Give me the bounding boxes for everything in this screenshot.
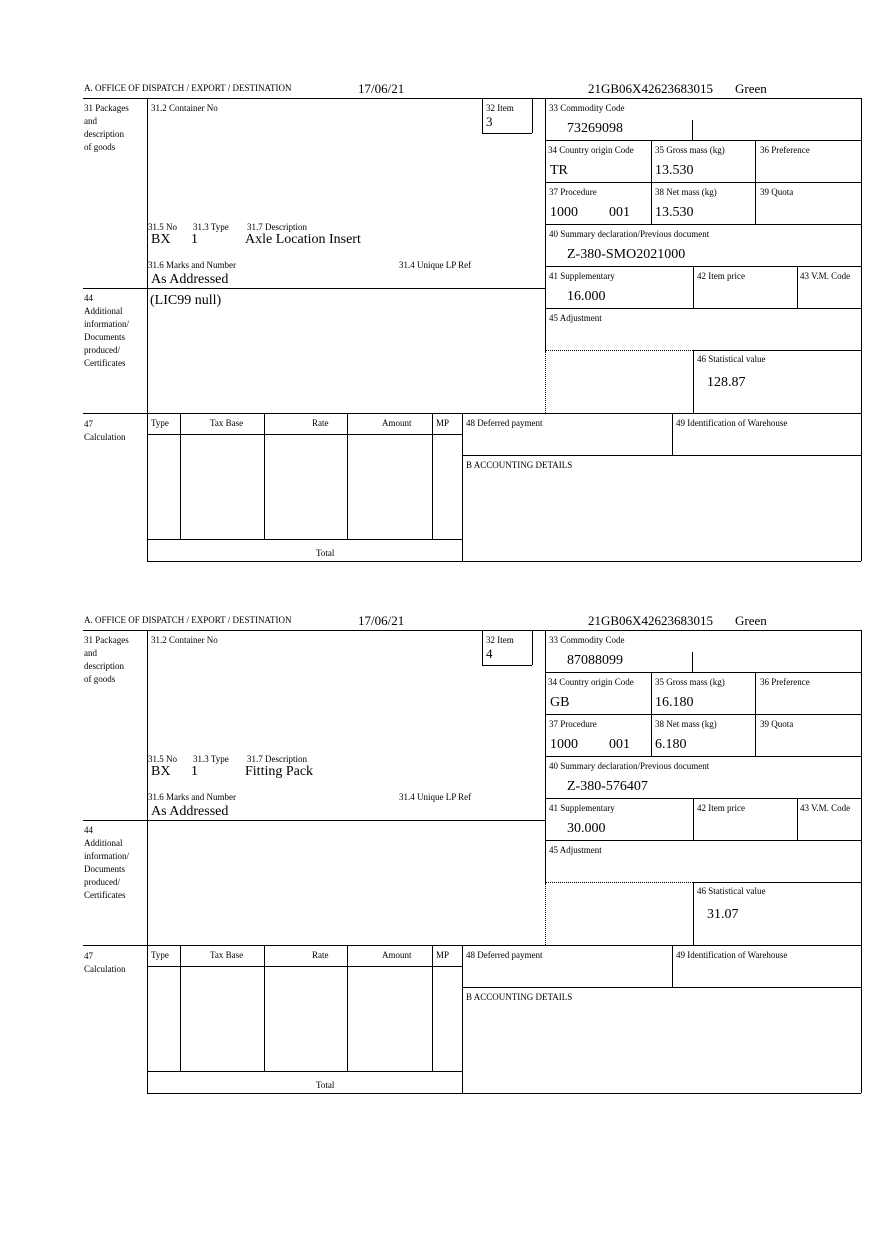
no-label: 31.5 No [148, 754, 177, 764]
net-mass-label: 38 Net mass (kg) [655, 187, 717, 197]
marks-number-label: 31.6 Marks and Number [148, 792, 236, 802]
vm-code-label: 43 V.M. Code [800, 803, 851, 813]
calc-total-label: Total [316, 548, 335, 558]
type-value: 1 [191, 232, 198, 247]
marks-number-value: As Addressed [151, 804, 229, 819]
description-value: Axle Location Insert [245, 232, 361, 247]
supplementary-label: 41 Supplementary [549, 803, 615, 813]
net-mass-value: 13.530 [655, 205, 694, 220]
summary-declaration-label: 40 Summary declaration/Previous document [549, 761, 710, 771]
office-label: A. OFFICE OF DISPATCH / EXPORT / DESTINATION [84, 83, 292, 93]
deferred-payment-label: 48 Deferred payment [466, 418, 543, 428]
accounting-details-label: B ACCOUNTING DETAILS [466, 460, 573, 470]
gross-mass-label: 35 Gross mass (kg) [655, 145, 725, 155]
no-value: BX [151, 232, 171, 247]
item-price-label: 42 Item price [697, 803, 745, 813]
declaration-item-form [0, 532, 882, 1090]
packages-label: 31 Packages and description of goods [84, 103, 129, 152]
route-status: Green [735, 81, 767, 96]
gross-mass-value: 13.530 [655, 163, 694, 178]
item-price-label: 42 Item price [697, 271, 745, 281]
adjustment-label: 45 Adjustment [549, 313, 602, 323]
calculation-label: 47 Calculation [84, 951, 126, 974]
supplementary-label: 41 Supplementary [549, 271, 615, 281]
procedure-value-a: 1000 [550, 737, 578, 752]
type-label: 31.3 Type [193, 754, 229, 764]
country-origin-value: GB [550, 695, 570, 710]
calc-mp-header: MP [436, 950, 450, 960]
type-value: 1 [191, 764, 198, 779]
commodity-code-label: 33 Commodity Code [549, 103, 625, 113]
calc-mp-header: MP [436, 418, 450, 428]
procedure-value-a: 1000 [550, 205, 578, 220]
marks-number-label: 31.6 Marks and Number [148, 260, 236, 270]
country-origin-label: 34 Country origin Code [548, 677, 634, 687]
gross-mass-label: 35 Gross mass (kg) [655, 677, 725, 687]
statistical-value-label: 46 Statistical value [697, 886, 766, 896]
preference-label: 36 Preference [760, 145, 810, 155]
calculation-label: 47 Calculation [84, 419, 126, 442]
net-mass-value: 6.180 [655, 737, 687, 752]
statistical-value-value: 128.87 [707, 375, 746, 390]
type-label: 31.3 Type [193, 222, 229, 232]
container-no-label: 31.2 Container No [151, 635, 218, 645]
statistical-value-value: 31.07 [707, 907, 739, 922]
summary-declaration-value: Z-380-576407 [567, 779, 648, 794]
preference-label: 36 Preference [760, 677, 810, 687]
route-status: Green [735, 613, 767, 628]
deferred-payment-label: 48 Deferred payment [466, 950, 543, 960]
gross-mass-value: 16.180 [655, 695, 694, 710]
country-origin-value: TR [550, 163, 568, 178]
country-origin-label: 34 Country origin Code [548, 145, 634, 155]
item-label: 32 Item [486, 103, 514, 113]
calc-total-label: Total [316, 1080, 335, 1090]
warehouse-id-label: 49 Identification of Warehouse [676, 418, 788, 428]
calc-amount-header: Amount [382, 950, 412, 960]
summary-declaration-label: 40 Summary declaration/Previous document [549, 229, 710, 239]
adjustment-label: 45 Adjustment [549, 845, 602, 855]
item-value: 3 [486, 114, 493, 129]
commodity-code-value: 87088099 [567, 653, 623, 668]
calc-rate-header: Rate [312, 950, 329, 960]
calc-tax-base-header: Tax Base [210, 950, 244, 960]
item-value: 4 [486, 646, 493, 661]
unique-lp-ref-label: 31.4 Unique LP Ref [399, 792, 472, 802]
declaration-item-form [0, 0, 882, 558]
procedure-label: 37 Procedure [549, 719, 597, 729]
vm-code-label: 43 V.M. Code [800, 271, 851, 281]
additional-info-value: (LIC99 null) [150, 293, 222, 308]
commodity-code-label: 33 Commodity Code [549, 635, 625, 645]
declaration-date: 17/06/21 [358, 613, 405, 628]
commodity-code-value: 73269098 [567, 121, 623, 136]
supplementary-value: 16.000 [567, 289, 606, 304]
supplementary-value: 30.000 [567, 821, 606, 836]
warehouse-id-label: 49 Identification of Warehouse [676, 950, 788, 960]
declaration-reference: 21GB06X42623683015 [588, 81, 713, 96]
summary-declaration-value: Z-380-SMO2021000 [567, 247, 686, 262]
procedure-label: 37 Procedure [549, 187, 597, 197]
quota-label: 39 Quota [760, 719, 794, 729]
calc-amount-header: Amount [382, 418, 412, 428]
net-mass-label: 38 Net mass (kg) [655, 719, 717, 729]
description-label: 31.7 Description [247, 222, 307, 232]
item-label: 32 Item [486, 635, 514, 645]
declaration-date: 17/06/21 [358, 81, 405, 96]
accounting-details-label: B ACCOUNTING DETAILS [466, 992, 573, 1002]
description-value: Fitting Pack [245, 764, 314, 779]
declaration-reference: 21GB06X42623683015 [588, 613, 713, 628]
container-no-label: 31.2 Container No [151, 103, 218, 113]
no-label: 31.5 No [148, 222, 177, 232]
description-label: 31.7 Description [247, 754, 307, 764]
calc-rate-header: Rate [312, 418, 329, 428]
procedure-value-b: 001 [609, 737, 630, 752]
calc-type-header: Type [151, 950, 169, 960]
packages-label: 31 Packages and description of goods [84, 635, 129, 684]
calc-type-header: Type [151, 418, 169, 428]
office-label: A. OFFICE OF DISPATCH / EXPORT / DESTINATION [84, 615, 292, 625]
statistical-value-label: 46 Statistical value [697, 354, 766, 364]
additional-info-label: 44 Additional information/ Documents produced/ Certificates [84, 293, 129, 368]
quota-label: 39 Quota [760, 187, 794, 197]
additional-info-label: 44 Additional information/ Documents produced/ Certificates [84, 825, 129, 900]
calc-tax-base-header: Tax Base [210, 418, 244, 428]
marks-number-value: As Addressed [151, 272, 229, 287]
procedure-value-b: 001 [609, 205, 630, 220]
unique-lp-ref-label: 31.4 Unique LP Ref [399, 260, 472, 270]
no-value: BX [151, 764, 171, 779]
